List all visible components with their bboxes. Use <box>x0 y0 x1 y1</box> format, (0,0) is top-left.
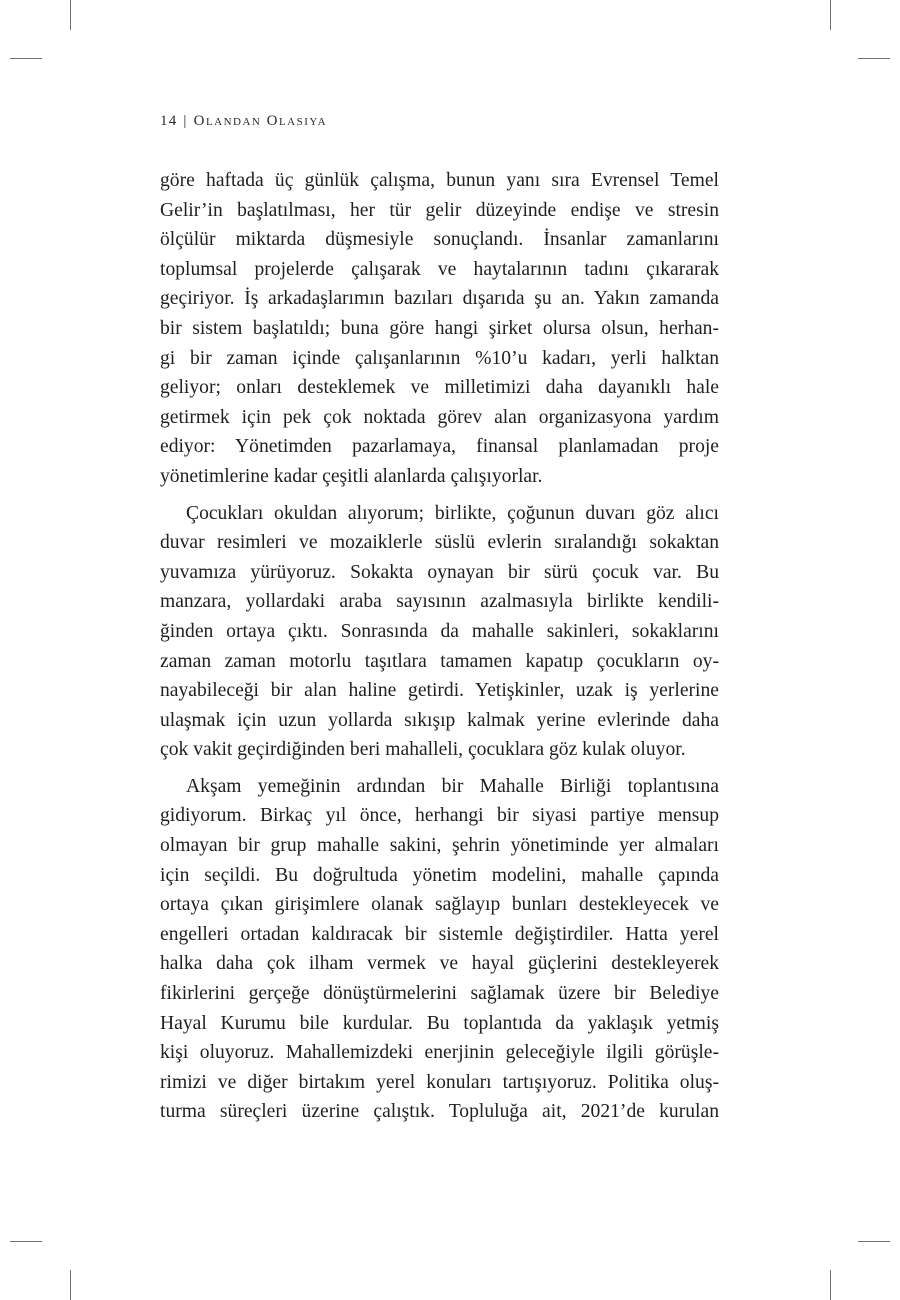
text-line: ediyor: Yönetimden pazarlamaya, finansal planlamadan proje <box>160 436 719 458</box>
text-line: duvar resimleri ve mozaiklerle süslü evlerin sıralandığı sokaktan <box>160 532 719 554</box>
paragraph-2 <box>160 499 719 765</box>
text-line: geliyor; onları desteklemek ve milletimizi daha dayanıklı hale <box>160 377 719 399</box>
text-line: için seçildi. Bu doğrultuda yönetim modelini, mahalle çapında <box>160 864 719 886</box>
text-line: Gelir’in başlatılması, her tür gelir düzeyinde endişe ve stresin <box>160 199 719 221</box>
running-head <box>160 113 327 130</box>
crop-mark-left-bottom <box>10 1241 42 1242</box>
text-line: ğinden ortaya çıktı. Sonrasında da mahalle sakinleri, sokaklarını <box>160 620 719 642</box>
paragraph-1 <box>160 166 719 492</box>
text-line: toplumsal projelerde çalışarak ve haytalarının tadını çıkararak <box>160 258 719 280</box>
text-line: yuvamıza yürüyoruz. Sokakta oynayan bir sürü çocuk var. Bu <box>160 561 719 583</box>
text-line: engelleri ortadan kaldıracak bir sistemle değiştirdiler. Hatta yerel <box>160 923 719 945</box>
text-line: göre haftada üç günlük çalışma, bunun yanı sıra Evrensel Temel <box>160 170 719 191</box>
running-title: Olandan Olasiya <box>193 113 328 129</box>
crop-mark-top-left <box>70 0 71 30</box>
text-line: Akşam yemeğinin ardından bir Mahalle Birliği toplantısına <box>186 775 719 797</box>
crop-mark-right-top <box>858 58 890 59</box>
text-line: yönetimlerine kadar çeşitli alanlarda çalışıyorlar. <box>160 465 543 487</box>
crop-mark-bottom-right <box>830 1270 831 1300</box>
header-separator: | <box>183 113 188 129</box>
text-line: halka daha çok ilham vermek ve hayal güçlerini destekleyerek <box>160 953 719 975</box>
crop-mark-left-top <box>10 58 42 59</box>
text-line: ölçülür miktarda düşmesiyle sonuçlandı. İnsanlar zamanlarını <box>160 229 719 251</box>
text-line: nayabileceği bir alan haline getirdi. Yetişkinler, uzak iş yerlerine <box>160 680 719 702</box>
text-line: gi bir zaman içinde çalışanlarının %10’u kadarı, yerli halktan <box>160 347 719 369</box>
text-line: Hayal Kurumu bile kurdular. Bu toplantıda da yaklaşık yetmiş <box>160 1012 719 1034</box>
text-line: olmayan bir grup mahalle sakini, şehrin yönetiminde yer almaları <box>160 835 719 857</box>
text-line: gidiyorum. Birkaç yıl önce, herhangi bir siyasi partiye mensup <box>160 805 719 827</box>
text-line: ulaşmak için uzun yollarda sıkışıp kalmak yerine evlerinde daha <box>160 709 719 731</box>
page-number: 14 <box>160 113 178 129</box>
text-line: zaman zaman motorlu taşıtlara tamamen kapatıp çocukların oy- <box>160 650 719 672</box>
text-line: geçiriyor. İş arkadaşlarımın bazıları dışarıda şu an. Yakın zamanda <box>160 288 719 310</box>
text-line: getirmek için pek çok noktada görev alan organizasyona yardım <box>160 406 719 428</box>
text-line: çok vakit geçirdiğinden beri mahalleli, çocuklara göz kulak oluyor. <box>160 739 686 761</box>
text-line: ortaya çıkan girişimlere olanak sağlayıp bunları destekleyecek ve <box>160 894 719 916</box>
text-line: kişi oluyoruz. Mahallemizdeki enerjinin geleceğiyle ilgili görüşle- <box>160 1042 719 1064</box>
crop-mark-bottom-left <box>70 1270 71 1300</box>
text-line: fikirlerini gerçeğe dönüştürmelerini sağlamak üzere bir Belediye <box>160 983 719 1005</box>
crop-mark-top-right <box>830 0 831 30</box>
body-text <box>160 166 719 1127</box>
text-line: rimizi ve diğer birtakım yerel konuları tartışıyoruz. Politika oluş- <box>160 1071 719 1093</box>
text-line: bir sistem başlatıldı; buna göre hangi şirket olursa olsun, herhan- <box>160 317 719 339</box>
crop-mark-right-bottom <box>858 1241 890 1242</box>
text-line: manzara, yollardaki araba sayısının azalmasıyla birlikte kendili- <box>160 591 719 613</box>
paragraph-3 <box>160 772 719 1127</box>
text-line: Çocukları okuldan alıyorum; birlikte, çoğunun duvarı göz alıcı <box>186 502 719 524</box>
text-line: turma süreçleri üzerine çalıştık. Topluluğa ait, 2021’de kurulan <box>160 1101 719 1123</box>
